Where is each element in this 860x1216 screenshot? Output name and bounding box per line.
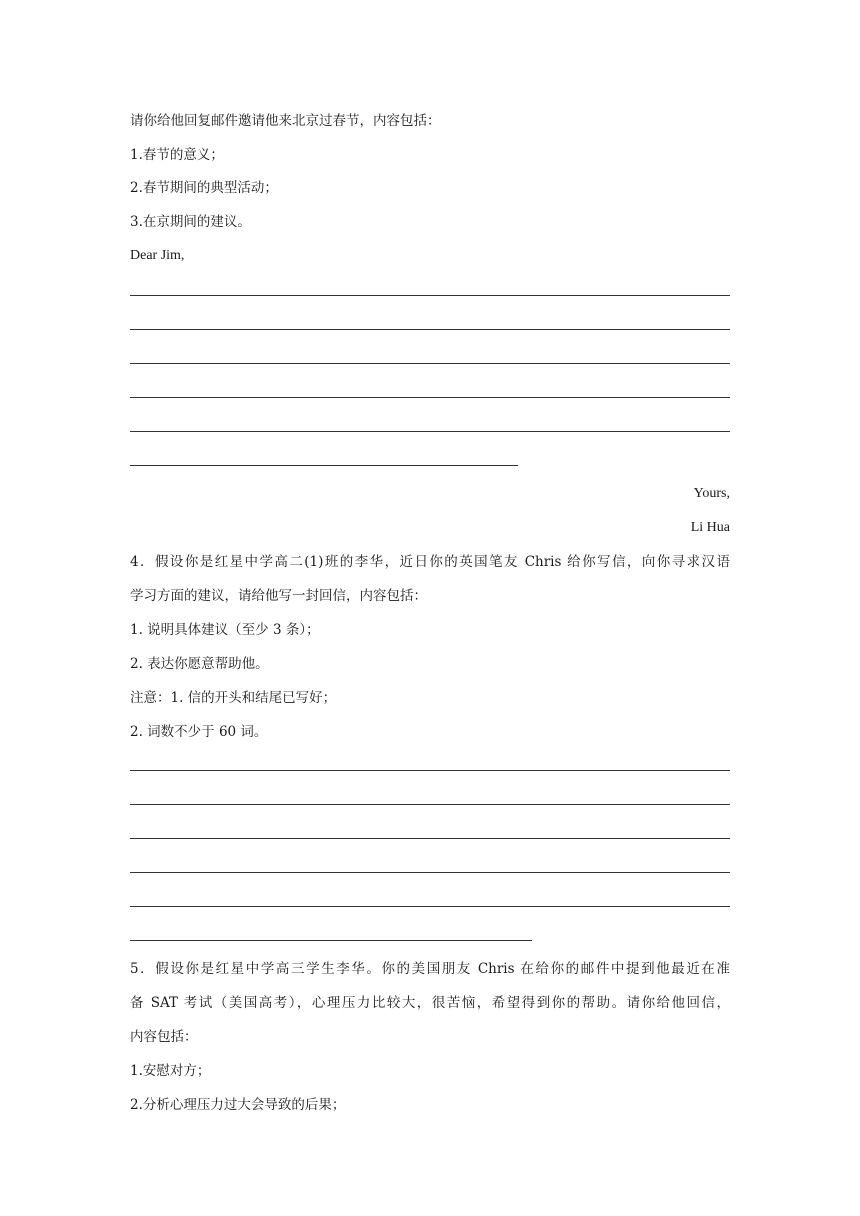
- task5-prompt-line-3: 内容包括：: [130, 1029, 198, 1045]
- answer-line[interactable]: [130, 770, 730, 771]
- letter-closing: Yours,: [693, 486, 730, 501]
- answer-line[interactable]: [130, 838, 730, 839]
- task5-point-1: 1.安慰对方；: [130, 1063, 211, 1079]
- task4-point-2: 2. 表达你愿意帮助他。: [130, 656, 269, 672]
- answer-line[interactable]: [130, 295, 730, 296]
- task4-prompt-line-2: 学习方面的建议，请给他写一封回信，内容包括：: [130, 588, 427, 604]
- task4-prompt-line-1: 4．假设你是红星中学高二(1)班的李华，近日你的英国笔友 Chris 给你写信，向你寻求汉语: [130, 554, 730, 570]
- answer-line[interactable]: [130, 363, 730, 364]
- letter-signature: Li Hua: [690, 520, 730, 535]
- task3-intro: 请你给他回复邮件邀请他来北京过春节，内容包括：: [130, 113, 441, 129]
- task3-point-2: 2.春节期间的典型活动；: [130, 180, 278, 196]
- task5-prompt-line-2: 备 SAT 考试（美国高考），心理压力比较大，很苦恼，希望得到你的帮助。请你给他回信，: [130, 995, 730, 1011]
- answer-line[interactable]: [130, 431, 730, 432]
- task4-note-2: 2. 词数不少于 60 词。: [130, 724, 268, 740]
- task5-point-2: 2.分析心理压力过大会导致的后果；: [130, 1097, 346, 1113]
- answer-line[interactable]: [130, 465, 518, 466]
- task3-point-1: 1.春节的意义；: [130, 147, 224, 163]
- answer-line[interactable]: [130, 329, 730, 330]
- answer-line[interactable]: [130, 940, 532, 941]
- task3-point-3: 3.在京期间的建议。: [130, 214, 251, 230]
- task5-prompt-line-1: 5．假设你是红星中学高三学生李华。你的美国朋友 Chris 在给你的邮件中提到他最近在准: [130, 961, 730, 977]
- answer-line[interactable]: [130, 872, 730, 873]
- letter-greeting: Dear Jim,: [130, 248, 185, 263]
- answer-line[interactable]: [130, 804, 730, 805]
- answer-line[interactable]: [130, 397, 730, 398]
- answer-line[interactable]: [130, 906, 730, 907]
- task4-note-1: 注意：1. 信的开头和结尾已写好；: [130, 690, 337, 706]
- task4-point-1: 1. 说明具体建议（至少 3 条）；: [130, 622, 320, 638]
